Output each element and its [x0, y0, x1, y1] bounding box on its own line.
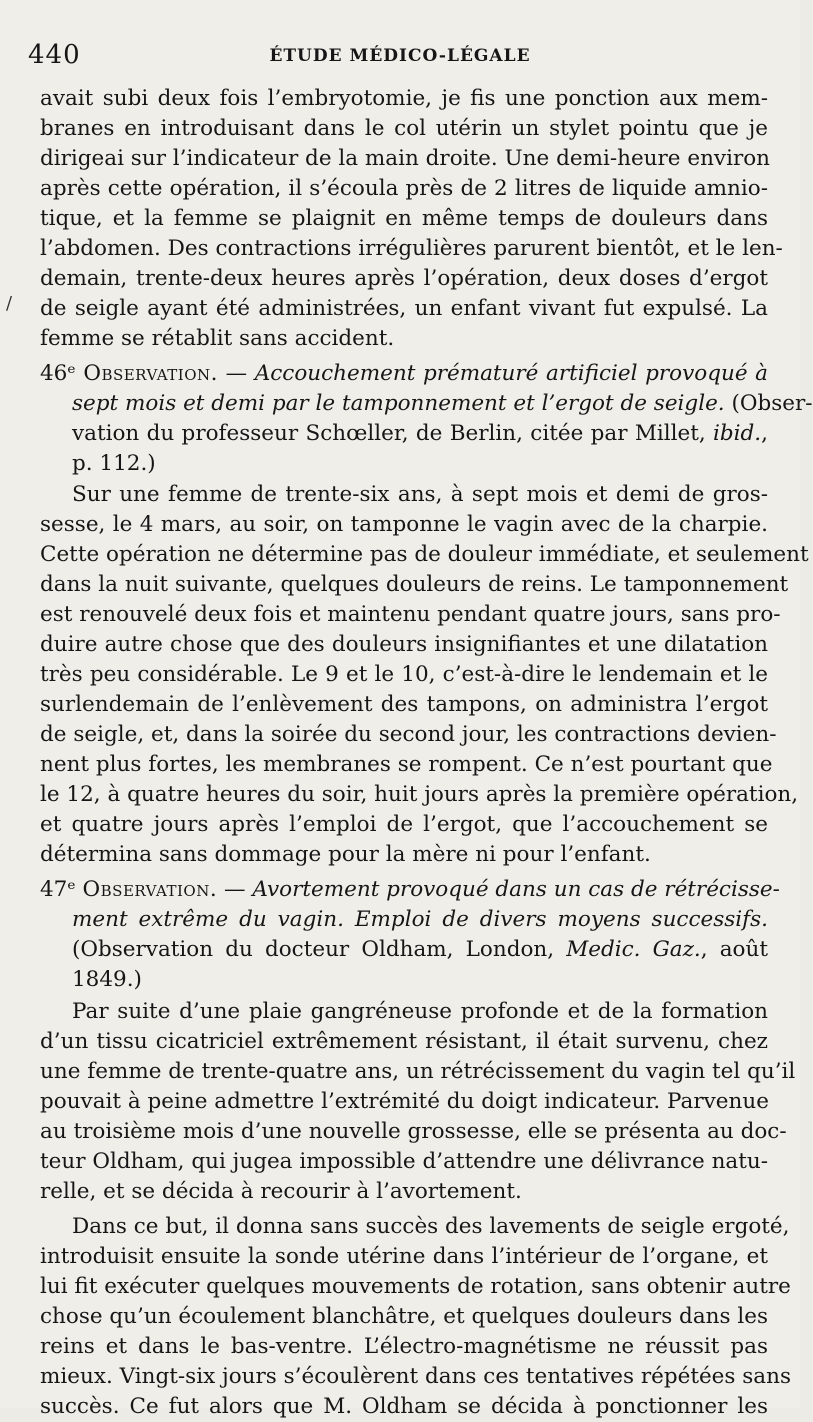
line-text-end: , août: [700, 937, 768, 962]
italic-text: sept mois et demi par le tamponnement et l’ergot de seigle.: [72, 391, 725, 416]
text-line: [72, 997, 768, 1027]
line-text: très peu considérable. Le 9 et le 10, c’est-à-dire le lendemain et le: [40, 662, 768, 687]
line-text: vation du professeur Schœller, de Berlin, citée par Millet,: [72, 421, 714, 446]
line-text: femme se rétablit sans accident.: [40, 326, 395, 351]
line-text: et quatre jours après l’emploi de l’ergot, que l’accouchement se: [40, 812, 768, 837]
page-number: 440: [28, 40, 81, 70]
line-text: tique, et la femme se plaignit en même temps de douleurs dans: [40, 206, 768, 231]
text-line: [40, 720, 777, 750]
text-line: [40, 1057, 796, 1087]
line-text: de seigle, et, dans la soirée du second jour, les contractions devien-: [40, 722, 777, 747]
text-line: [40, 84, 768, 114]
text-line: [72, 480, 768, 510]
line-text: relle, et se décida à recourir à l’avortement.: [40, 1179, 522, 1204]
italic-text: Avortement provoqué dans un cas de rétrécisse-: [252, 877, 780, 902]
text-line: [40, 810, 768, 840]
text-line: [40, 510, 768, 540]
text-line: [72, 419, 768, 449]
text-line: [40, 1392, 768, 1422]
text-line: [40, 1362, 792, 1392]
line-text: p. 112.): [72, 451, 156, 476]
text-line: [40, 174, 768, 204]
observation-heading-line: [40, 359, 768, 389]
line-text: 1849.): [72, 967, 142, 992]
text-line: [40, 570, 789, 600]
observation-label: Observation.: [83, 361, 218, 386]
line-text: Sur une femme de trente-six ans, à sept mois et demi de gros-: [72, 482, 768, 507]
dash: —: [217, 877, 253, 902]
line-text: demain, trente-deux heures après l’opération, deux doses d’ergot: [40, 266, 768, 291]
line-text-end: ,: [761, 421, 768, 446]
text-line: [40, 780, 799, 810]
line-text: Par suite d’une plaie gangréneuse profonde et de la formation: [72, 999, 768, 1024]
line-text: le 12, à quatre heures du soir, huit jours après la première opération,: [40, 782, 799, 807]
line-text: l’abdomen. Des contractions irrégulières parurent bientôt, et le len-: [40, 236, 783, 261]
italic-text: ibid.: [713, 421, 762, 446]
line-text: lui fit exécuter quelques mouvements de rotation, sans obtenir autre: [40, 1274, 791, 1299]
italic-text: Accouchement prématuré artificiel provoqué à: [254, 361, 768, 386]
text-line: [40, 1117, 787, 1147]
text-line: [40, 114, 768, 144]
text-line: [40, 840, 768, 870]
line-text: dirigeai sur l’indicateur de la main droite. Une demi-heure environ: [40, 146, 771, 171]
text-line: [72, 905, 768, 935]
observation-number: 46ᵉ: [40, 361, 76, 386]
italic-text: ment extrême du vagin. Emploi de divers moyens successifs.: [72, 907, 768, 932]
text-line: [72, 965, 768, 995]
line-text: surlendemain de l’enlèvement des tampons, on administra l’ergot: [40, 692, 768, 717]
dash: —: [217, 361, 255, 386]
page-header: [28, 40, 772, 74]
text-line: [40, 540, 809, 570]
text-line: [72, 1212, 790, 1242]
text-line: [40, 1272, 791, 1302]
line-text: de seigle ayant été administrées, un enfant vivant fut expulsé. La: [40, 296, 768, 321]
text-line: [72, 449, 768, 479]
text-line: [40, 600, 781, 630]
text-line: [40, 1302, 768, 1332]
text-line: [72, 389, 813, 419]
line-text: d’un tissu cicatriciel extrêmement résistant, il était survenu, chez: [40, 1029, 768, 1054]
text-line: [40, 1177, 768, 1207]
observation-number: 47ᵉ: [40, 877, 76, 902]
text-line: [40, 750, 773, 780]
line-text: pouvait à peine admettre l’extrémité du doigt indicateur. Parvenue: [40, 1089, 769, 1114]
line-text: introduisit ensuite la sonde utérine dans l’intérieur de l’organe, et: [40, 1244, 768, 1269]
line-text: Dans ce but, il donna sans succès des lavements de seigle ergoté,: [72, 1214, 790, 1239]
line-text: une femme de trente-quatre ans, un rétrécissement du vagin tel qu’il: [40, 1059, 796, 1084]
line-text: chose qu’un écoulement blanchâtre, et quelques douleurs dans les: [40, 1304, 768, 1329]
text-line: [40, 1242, 768, 1272]
line-text: (Observation du docteur Oldham, London,: [72, 937, 567, 962]
line-text: succès. Ce fut alors que M. Oldham se décida à ponctionner les: [40, 1394, 768, 1419]
text-line: [40, 630, 768, 660]
line-text: nent plus fortes, les membranes se rompent. Ce n’est pourtant que: [40, 752, 773, 777]
text-line: [40, 294, 768, 324]
line-text: (Obser-: [724, 391, 813, 416]
line-text: teur Oldham, qui jugea impossible d’attendre une délivrance natu-: [40, 1149, 768, 1174]
text-line: [40, 1027, 768, 1057]
observation-label: Observation.: [82, 877, 218, 902]
line-text: mieux. Vingt-six jours s’écoulèrent dans ces tentatives répétées sans: [40, 1364, 792, 1389]
text-line: [40, 204, 768, 234]
line-text: reins et dans le bas-ventre. L’électro-magnétisme ne réussit pas: [40, 1334, 768, 1359]
text-line: [40, 1087, 768, 1117]
text-line: [40, 144, 771, 174]
line-text: détermina sans dommage pour la mère ni pour l’enfant.: [40, 842, 651, 867]
text-line: [40, 660, 768, 690]
text-line: [40, 234, 783, 264]
line-text: au troisième mois d’une nouvelle grossesse, elle se présenta au doc-: [40, 1119, 787, 1144]
text-line: [40, 1147, 768, 1177]
text-line: [40, 690, 768, 720]
text-line: [40, 324, 768, 354]
observation-heading-line: [40, 875, 780, 905]
line-text: après cette opération, il s’écoula près de 2 litres de liquide amnio-: [40, 176, 768, 201]
text-line: [72, 935, 768, 965]
text-line: [40, 1332, 768, 1362]
text-line: [40, 264, 768, 294]
line-text: dans la nuit suivante, quelques douleurs de reins. Le tamponnement: [40, 572, 789, 597]
line-text: branes en introduisant dans le col utérin un stylet pointu que je: [40, 116, 768, 141]
italic-text: Medic. Gaz.: [566, 937, 701, 962]
line-text: est renouvelé deux fois et maintenu pendant quatre jours, sans pro-: [40, 602, 781, 627]
running-title: ÉTUDE MÉDICO-LÉGALE: [269, 46, 531, 66]
line-text: duire autre chose que des douleurs insignifiantes et une dilatation: [40, 632, 768, 657]
line-text: Cette opération ne détermine pas de douleur immédiate, et seulement: [40, 542, 809, 567]
line-text: sesse, le 4 mars, au soir, on tamponne le vagin avec de la charpie.: [40, 512, 768, 537]
line-text: avait subi deux fois l’embryotomie, je fis une ponction aux mem-: [40, 86, 768, 111]
margin-mark: /: [6, 293, 13, 314]
